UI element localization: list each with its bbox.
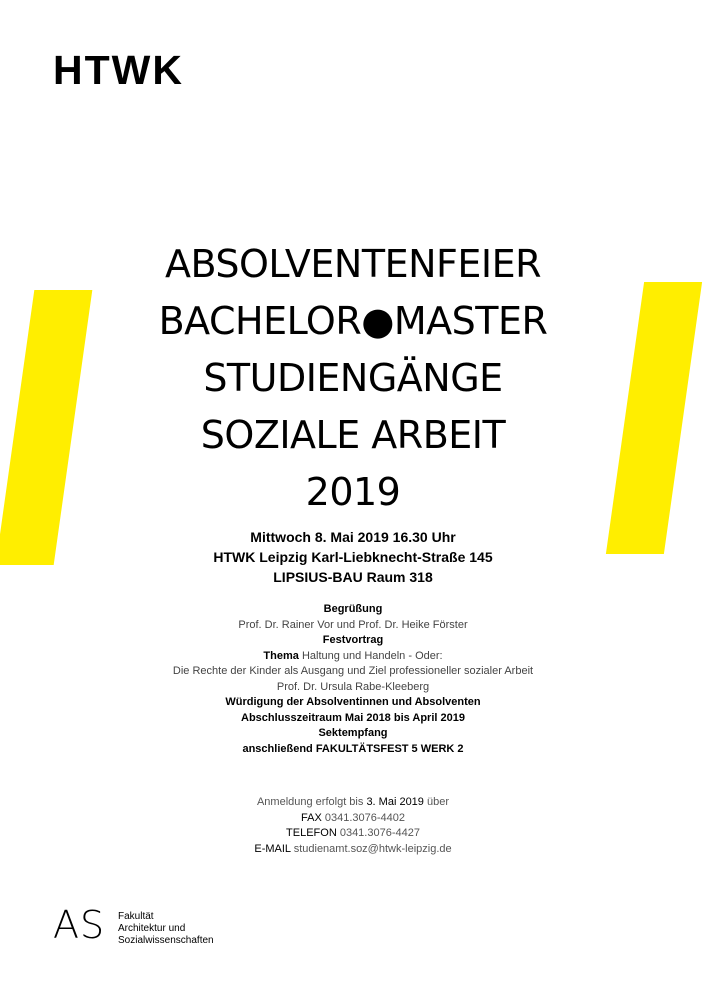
phone-label: TELEFON — [286, 827, 337, 839]
greeting-label: Begrüßung — [323, 603, 383, 615]
title-line-3: STUDIENGÄNGE — [203, 356, 503, 400]
registration-date: 3. Mai 2019 — [366, 796, 424, 808]
fax-line — [0, 811, 706, 827]
email-line — [0, 842, 706, 858]
faculty-line-3: Sozialwissenschaften — [118, 935, 214, 946]
greeting-speakers: Prof. Dr. Rainer Vor und Prof. Dr. Heike Förster — [238, 618, 468, 631]
registration-line — [0, 795, 706, 811]
theme-line — [0, 649, 706, 665]
phone-value: 0341.3076-4427 — [339, 827, 420, 839]
faculty-festival: anschließend FAKULTÄTSFEST 5 WERK 2 — [242, 742, 464, 755]
contact-info — [0, 795, 706, 857]
lecture-label: Festvortrag — [322, 634, 384, 646]
faculty-as-logo: AS — [53, 903, 106, 947]
event-room: LIPSIUS-BAU Raum 318 — [273, 569, 433, 585]
faculty-line-2: Architektur und — [118, 923, 186, 934]
email-value[interactable]: studienamt.soz@htwk-leipzig.de — [293, 842, 452, 855]
graduation-period: Abschlusszeitraum Mai 2018 bis April 2019 — [241, 711, 465, 724]
title-line-4: SOZIALE ARBEIT — [200, 413, 506, 457]
fax-value: 0341.3076-4402 — [324, 811, 405, 824]
event-date-time: Mittwoch 8. Mai 2019 16.30 Uhr — [250, 529, 456, 545]
faculty-line-1: Fakultät — [118, 911, 154, 922]
registration-prefix: Anmeldung erfolgt bis — [256, 796, 364, 808]
title-line-1: ABSOLVENTENFEIER — [165, 242, 541, 286]
fax-label: FAX — [301, 811, 322, 824]
faculty-name — [118, 911, 214, 947]
theme-label: Thema — [263, 649, 299, 662]
event-info — [0, 527, 706, 587]
htwk-logo: HTWK — [53, 47, 184, 93]
title-line-5: 2019 — [305, 470, 401, 514]
phone-line — [0, 826, 706, 842]
poster-title — [0, 236, 706, 521]
lecture-speaker: Prof. Dr. Ursula Rabe-Kleeberg — [276, 680, 430, 693]
registration-suffix: über — [426, 796, 450, 808]
reception: Sektempfang — [318, 727, 388, 739]
email-label: E-MAIL — [254, 842, 291, 855]
honoring: Würdigung der Absolventinnen und Absolventen — [225, 696, 481, 708]
event-address: HTWK Leipzig Karl-Liebknecht-Straße 145 — [213, 549, 493, 565]
theme-subtitle: Die Rechte der Kinder als Ausgang und Ziel professioneller sozialer Arbeit — [172, 665, 534, 677]
program — [0, 602, 706, 757]
theme-title: Haltung und Handeln - Oder: — [301, 649, 443, 662]
title-line-2: BACHELOR●MASTER — [158, 299, 548, 343]
